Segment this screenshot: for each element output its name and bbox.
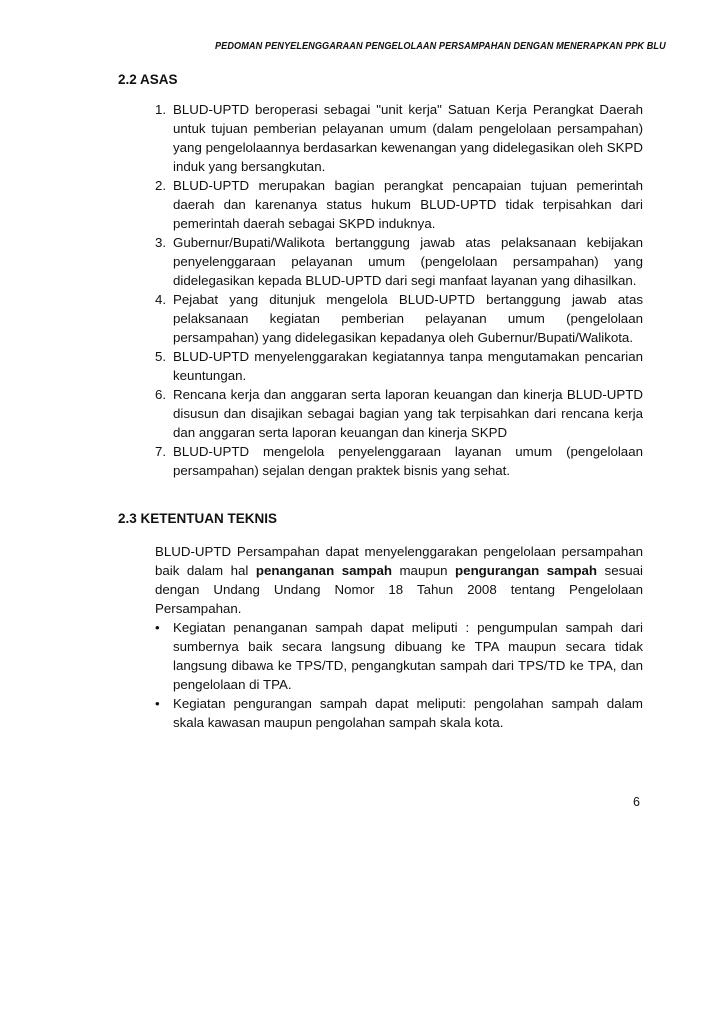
item-text: BLUD-UPTD merupakan bagian perangkat pencapaian tujuan pemerintah daerah dan karenanya status hukum BLUD-UPTD tidak terpisahkan dari pemerintah daerah sebagai SKPD induknya.	[173, 178, 643, 231]
list-item	[155, 176, 643, 233]
item-number: 4.	[155, 292, 167, 307]
intro-emphasis-penanganan: penanganan sampah	[255, 563, 392, 578]
item-number: 1.	[155, 102, 167, 117]
intro-emphasis-pengurangan: pengurangan sampah	[455, 563, 598, 578]
item-number: 7.	[155, 444, 167, 459]
bullet-icon: •	[155, 696, 160, 711]
list-item	[155, 347, 643, 385]
teknis-intro-paragraph	[155, 542, 643, 618]
intro-text: maupun	[391, 563, 456, 578]
item-number: 5.	[155, 349, 167, 364]
item-number: 6.	[155, 387, 167, 402]
bullet-icon: •	[155, 620, 160, 635]
list-item	[155, 233, 643, 290]
list-item	[155, 442, 643, 480]
intro-text: BLUD-UPTD Persampahan dapat menyelenggarakan pengelolaan persampahan baik dalam hal	[155, 544, 643, 578]
item-text: BLUD-UPTD mengelola penyelenggaraan layanan umum (pengelolaan persampahan) sejalan dengan praktek bisnis yang sehat.	[173, 444, 643, 478]
section-heading-ketentuan-teknis: 2.3 KETENTUAN TEKNIS	[118, 511, 278, 526]
page-number: 6	[633, 795, 640, 809]
item-text: BLUD-UPTD beroperasi sebagai "unit kerja" Satuan Kerja Perangkat Daerah untuk tujuan pemberian pelayanan umum (dalam pengelolaan persampahan) yang pengelolaannya berdasarkan kewenangan yang didelegasikan oleh SKPD induk yang bersangkutan.	[173, 102, 643, 174]
bullet-item	[155, 618, 643, 694]
list-item	[155, 100, 643, 176]
item-number: 3.	[155, 235, 167, 250]
intro-text: sesuai dengan Undang Undang Nomor 18 Tahun 2008 tentang Pengelolaan Persampahan.	[155, 563, 643, 616]
list-item	[155, 385, 643, 442]
bullet-text: Kegiatan penanganan sampah dapat meliputi : pengumpulan sampah dari sumbernya baik secara langsung dibuang ke TPA maupun secara tidak langsung dibawa ke TPS/TD, pengangkutan sampah dari TPS/TD ke TPA, dan pengelolaan di TPA.	[173, 620, 643, 692]
bullet-item	[155, 694, 643, 732]
item-text: Pejabat yang ditunjuk mengelola BLUD-UPTD bertanggung jawab atas pelaksanaan kegiatan pemberian pelayanan umum (pengelolaan persampahan) yang didelegasikan kepadanya oleh Gubernur/Bupati/Walikota.	[173, 292, 643, 345]
section-heading-asas: 2.2 ASAS	[118, 72, 178, 87]
bullet-text: Kegiatan pengurangan sampah dapat meliputi: pengolahan sampah dalam skala kawasan maupun pengolahan sampah skala kota.	[173, 696, 643, 730]
running-header: PEDOMAN PENYELENGGARAAN PENGELOLAAN PERSAMPAHAN DENGAN MENERAPKAN PPK BLU	[215, 40, 666, 52]
item-text: BLUD-UPTD menyelenggarakan kegiatannya tanpa mengutamakan pencarian keuntungan.	[173, 349, 643, 383]
teknis-bullet-list	[155, 618, 643, 732]
asas-list	[155, 100, 643, 480]
item-number: 2.	[155, 178, 167, 193]
list-item	[155, 290, 643, 347]
item-text: Rencana kerja dan anggaran serta laporan keuangan dan kinerja BLUD-UPTD disusun dan disajikan sebagai bagian yang tak terpisahkan dari rencana kerja dan anggaran serta laporan keuangan dan kinerja SKPD	[173, 387, 643, 440]
item-text: Gubernur/Bupati/Walikota bertanggung jawab atas pelaksanaan kebijakan penyelenggaraan pelayanan umum (pengelolaan persampahan) yang didelegasikan kepada BLUD-UPTD dari segi manfaat layanan yang dihasilkan.	[173, 235, 643, 288]
